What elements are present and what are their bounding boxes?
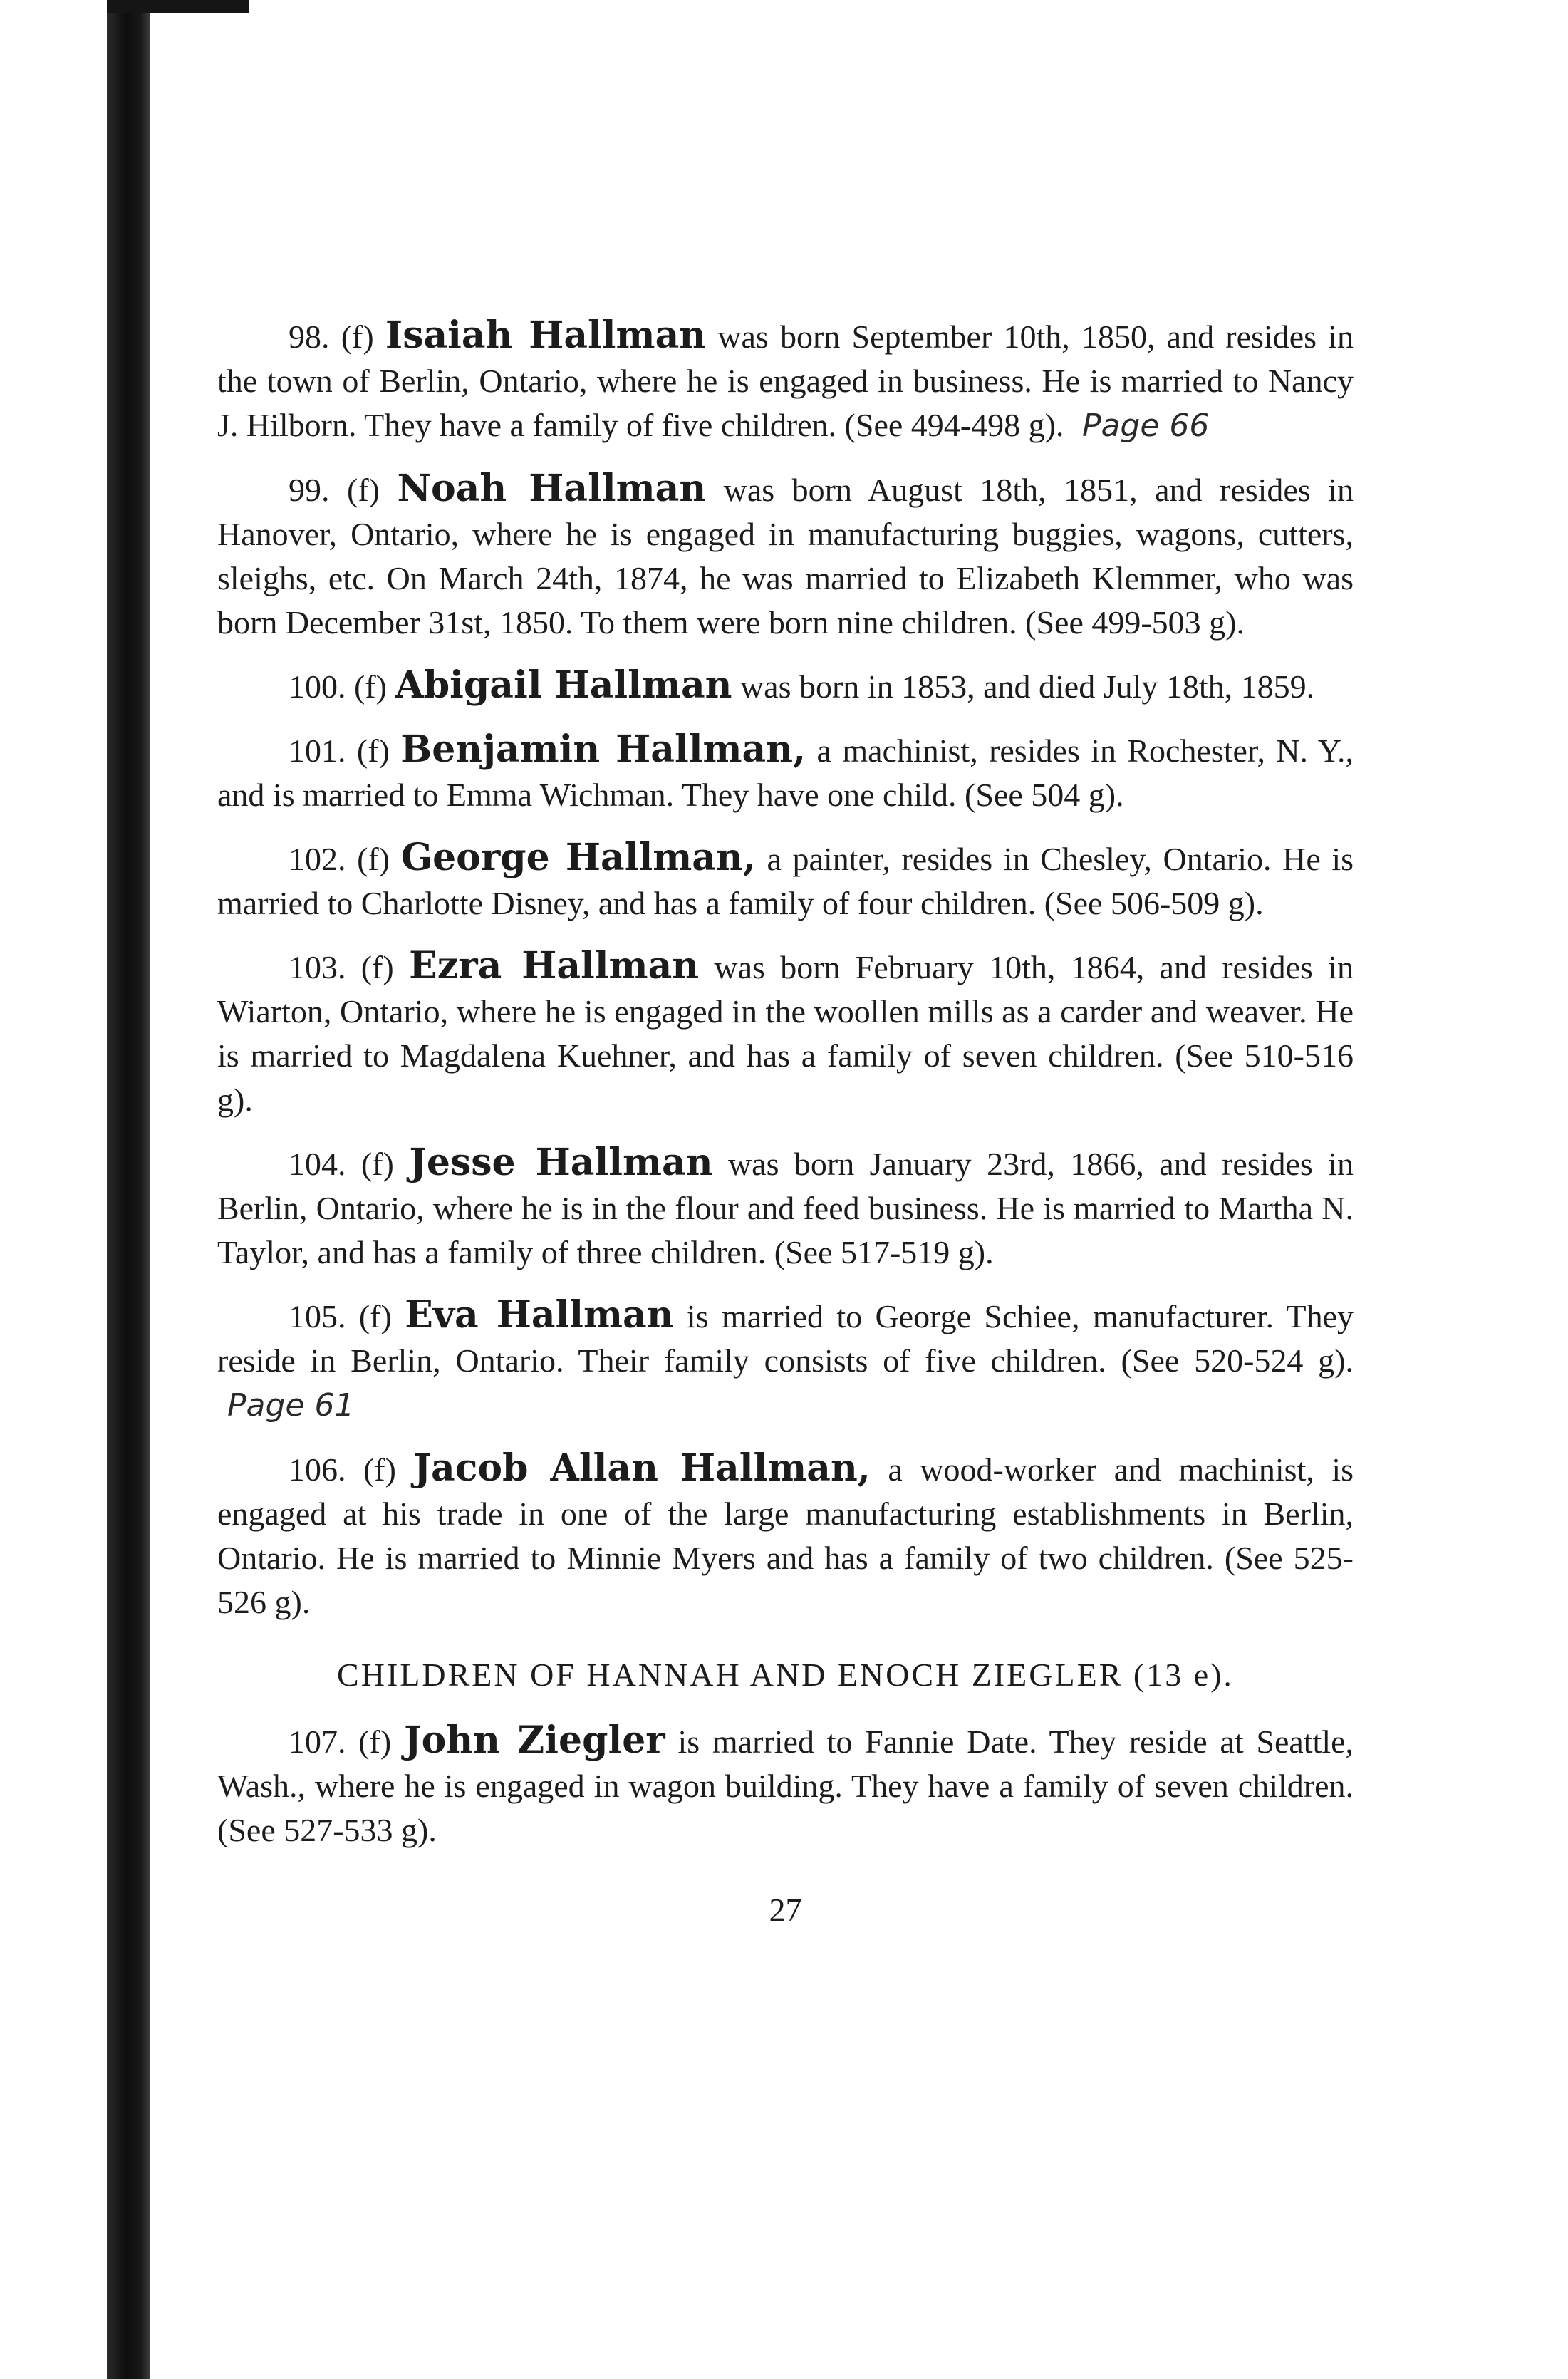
entry-text: a painter, resides in Chesley, Ontario. He is married to Charlotte Disney, and has a family of four children. (See 506-509 g). — [217, 841, 1354, 921]
entry-number: 107. — [289, 1724, 346, 1760]
entry-102 — [217, 836, 1354, 926]
generation-mark: (f) — [360, 1146, 394, 1182]
entry-text: was born September 10th, 1850, and resides in the town of Berlin, Ontario, where he is engaged in business. He is married to Nancy J. Hilborn. They have a family of five children. (See 494-498 g). — [217, 318, 1354, 443]
entry-104 — [217, 1141, 1354, 1275]
person-name: Abigail Hallman — [395, 663, 732, 707]
entry-number: 106. — [289, 1451, 346, 1488]
entry-number: 103. — [289, 949, 346, 985]
entry-99 — [217, 467, 1354, 645]
person-name: Noah Hallman — [397, 467, 707, 510]
entry-98 — [217, 313, 1354, 448]
entry-number: 99. — [289, 472, 330, 508]
handwritten-page-note: Page 66 — [1081, 408, 1210, 444]
entry-text: was born August 18th, 1851, and resides in Hanover, Ontario, where he is engaged in manufacturing buggies, wagons, cutters, sleighs, etc. On March 24th, 1874, he was married to Elizabeth Klemmer, who was born December 31st, 1850. To them were born nine children. (See 499-503 g). — [217, 472, 1354, 641]
entry-105 — [217, 1293, 1354, 1428]
person-name: Jacob Allan Hallman, — [413, 1446, 871, 1490]
generation-mark: (f) — [341, 318, 374, 355]
binding-top-shadow — [107, 0, 249, 13]
entry-text: a wood-worker and machinist, is engaged at his trade in one of the large manufacturing establishments in Berlin, Ontario. He is married to Minnie Myers and has a family of two children. (See 525-526 g). — [217, 1451, 1354, 1620]
generation-mark: (f) — [358, 1724, 392, 1760]
generation-mark: (f) — [360, 949, 394, 985]
entry-number: 101. — [289, 732, 346, 769]
entry-100 — [217, 663, 1354, 709]
generation-mark: (f) — [363, 1451, 396, 1488]
person-name: Benjamin Hallman, — [400, 727, 806, 771]
person-name: Isaiah Hallman — [385, 313, 707, 357]
person-name: George Hallman, — [400, 836, 756, 879]
person-name: John Ziegler — [404, 1719, 665, 1762]
entry-text: a machinist, resides in Rochester, N. Y., and is married to Emma Wichman. They have one child. (See 504 g). — [217, 732, 1354, 813]
generation-mark: (f) — [347, 472, 380, 508]
entry-101 — [217, 727, 1354, 817]
handwritten-page-note: Page 61 — [227, 1387, 355, 1424]
generation-mark: (f) — [354, 668, 387, 705]
entry-text: is married to Fannie Date. They reside at Seattle, Wash., where he is engaged in wagon building. They have a family of seven children. (See 527-533 g). — [217, 1724, 1354, 1848]
page-number: 27 — [769, 1892, 802, 1928]
entry-103 — [217, 944, 1354, 1122]
entry-number: 104. — [289, 1146, 346, 1182]
entry-text: was born February 10th, 1864, and resides in Wiarton, Ontario, where he is engaged in the woollen mills as a carder and weaver. He is married to Magdalena Kuehner, and has a family of seven children. (See 510-516 g). — [217, 949, 1354, 1118]
generation-mark: (f) — [358, 1298, 392, 1334]
entry-text: was born January 23rd, 1866, and resides in Berlin, Ontario, where he is in the flour and feed business. He is married to Martha N. Taylor, and has a family of three children. (See 517-519 g). — [217, 1146, 1354, 1270]
entry-text: was born in 1853, and died July 18th, 1859. — [739, 668, 1315, 705]
person-name: Jesse Hallman — [409, 1141, 713, 1184]
entry-number: 105. — [289, 1298, 346, 1334]
book-binding-edge — [107, 0, 150, 2379]
person-name: Ezra Hallman — [409, 944, 700, 988]
entry-number: 100. — [289, 668, 346, 705]
entry-107 — [217, 1719, 1354, 1852]
entry-106 — [217, 1446, 1354, 1624]
generation-mark: (f) — [356, 732, 390, 769]
entry-number: 102. — [289, 841, 346, 877]
section-heading: CHILDREN OF HANNAH AND ENOCH ZIEGLER (13 e). — [337, 1657, 1234, 1693]
person-name: Eva Hallman — [405, 1293, 674, 1337]
document-page — [217, 313, 1354, 1932]
generation-mark: (f) — [357, 841, 390, 877]
entry-number: 98. — [289, 318, 330, 355]
entry-text: is married to George Schiee, manufacturer. They reside in Berlin, Ontario. Their family consists of five children. (See 520-524 g). — [217, 1298, 1354, 1379]
